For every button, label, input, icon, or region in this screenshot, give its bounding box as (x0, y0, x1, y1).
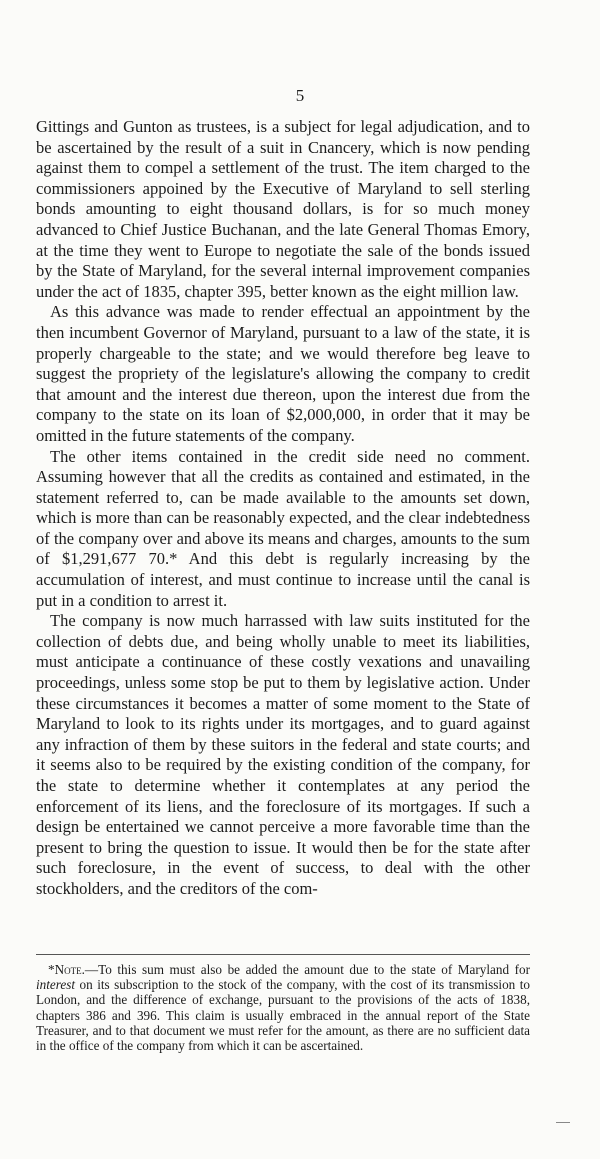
footnote-text-before: To this sum must also be added the amount due to the state of Maryland for (98, 962, 530, 977)
footnote-dash: — (84, 962, 99, 977)
paragraph-3: The other items contained in the credit side need no comment. Assuming however that all the credits as contained and estimated, in the statement referred to, can be made available to the amounts set down, which is more than can be reasonably expected, and the clear indebtedness of the company over and above its means and charges, amounts to the sum of $1,291,677 70.* And this debt is regularly increasing by the accumulation of interest, and must continue to increase until the canal is put in a condition to arrest it. (36, 446, 530, 610)
footnote-text-after: on its subscription to the stock of the company, with the cost of its transmission to London, and the difference of exchange, pursuant to the provisions of the acts of 1838, chapters 386 and 396. This claim is usually embraced in the annual report of the State Treasurer, and to that document we must refer for the amount, as there are no sufficient data in the office of the company from which it can be ascertained. (36, 977, 530, 1054)
page-edge-mark (556, 1122, 570, 1123)
paragraph-1: Gittings and Gunton as trustees, is a subject for legal adjudication, and to be ascertained by the result of a suit in Cnancery, which is now pending against them to compel a settlement of the trust. The item charged to the commissioners appoined by the Executive of Maryland to sell sterling bonds amounting to eight thousand dollars, is for so much money advanced to Chief Justice Buchanan, and the late General Thomas Emory, at the time they went to Europe to negotiate the sale of the bonds issued by the State of Maryland, for the several internal improvement companies under the act of 1835, chapter 395, better known as the eight million law. (36, 117, 530, 301)
paragraph-4: The company is now much harrassed with law suits instituted for the collection of debts due, and being wholly unable to meet its liabilities, must anticipate a continuance of these costly vexations and unavailing proceedings, unless some stop be put to them by legislative action. Under these circumstances it becomes a matter of some moment to the State of Maryland to look to its rights under its mortgages, and to guard against any infraction of them by these suitors in the federal and state courts; and it seems also to be required by the existing condition of the company, for the state to determine whether it contemplates at any period the enforcement of its liens, and the foreclosure of its mortgages. If such a design be entertained we cannot perceive a more favorable time than the present to bring the question to issue. It would then be for the state after such foreclosure, in the event of success, to deal with the other stockholders, and the creditors of the com- (36, 611, 530, 898)
footnote (36, 962, 530, 1053)
body-text (36, 117, 530, 900)
footnote-divider (36, 954, 530, 955)
footnote-label: *Note. (48, 962, 85, 977)
footnote-emphasis: interest (36, 977, 76, 993)
paragraph-2: As this advance was made to render effectual an appointment by the then incumbent Governor of Maryland, pursuant to a law of the state, it is properly chargeable to the state; and we would therefore beg leave to suggest the propriety of the legislature's allowing the company to credit that amount and the interest due thereon, upon the interest due from the company to the state on its loan of $2,000,000, in order that it may be omitted in the future statements of the company. (36, 302, 530, 445)
page-number: 5 (295, 86, 305, 105)
